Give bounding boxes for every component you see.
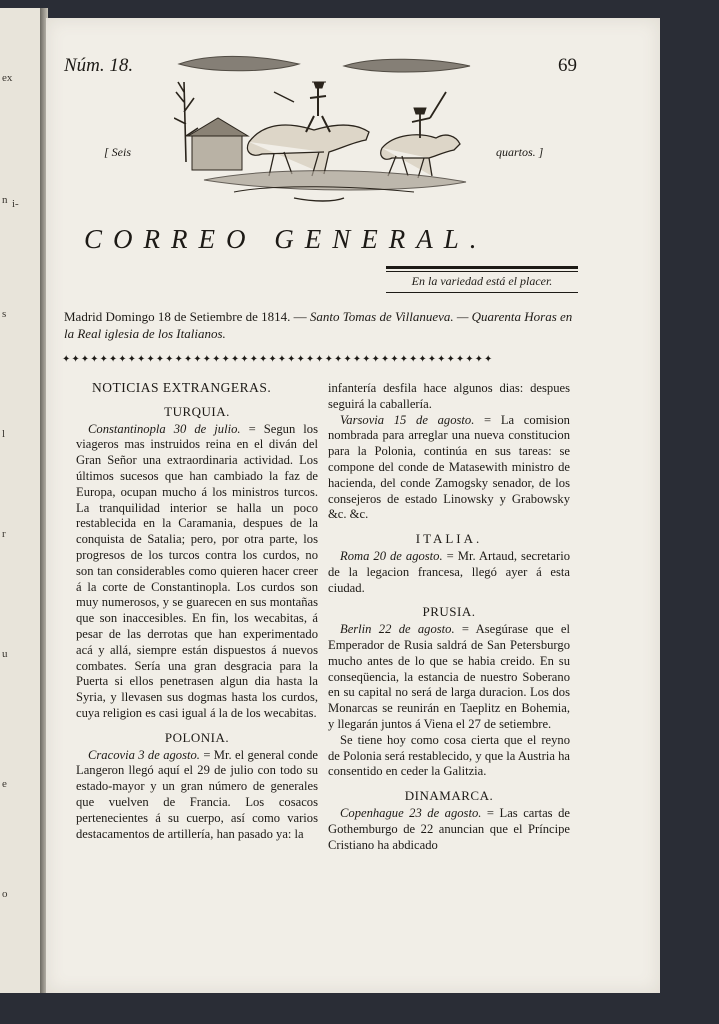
left-page-edge (0, 8, 42, 993)
article-place: Cracovia 3 de agosto. (88, 747, 200, 762)
article-place: Berlin 22 de agosto. (340, 622, 455, 637)
article-berlin (328, 622, 570, 733)
article-berlin-2: Se tiene hoy como cosa cierta que el reyno de Polonia será restablecido, y que la Austria ha consentido en ceder la Galitzia. (328, 732, 570, 779)
article-text: = Mr. el general conde Langeron llegó aquí el 29 de julio con todo su estado-mayor y un gran número de generales que vuelven de Francia. Los cosacos pertenecientes á su cuerpo, así como varios destacamentos de artillería, han pasado ya: la (76, 747, 318, 841)
section-heading-prusia: PRUSIA. (422, 604, 476, 620)
masthead-rule (386, 292, 578, 293)
issue-number: Núm. 18. (64, 55, 134, 76)
section-heading-dinamarca: DINAMARCA. (404, 788, 494, 804)
dateline-date: Madrid Domingo 18 de Setiembre de 1814. — (64, 309, 310, 324)
newspaper-page (46, 18, 660, 993)
article-varsovia (328, 413, 570, 524)
dateline (64, 308, 580, 342)
masthead-title: CORREO GENERAL. (84, 224, 488, 254)
section-heading-noticias: NOTICIAS EXTRANGERAS. (92, 380, 272, 395)
hunting-scene-engraving-icon (174, 52, 472, 202)
article-place: Copenhague 23 de agosto. (340, 805, 482, 820)
left-page-fragment: i- (12, 198, 19, 210)
left-page-fragment: n (2, 194, 8, 206)
price-right: quartos. ] (496, 145, 544, 159)
page-number: 69 (558, 55, 577, 76)
left-page-fragment: u (2, 648, 8, 660)
masthead-motto: En la variedad está el placer. (411, 274, 553, 288)
article-text: = La comision nombrada para arreglar una nueva constitucion para la Polonia, continúa en sus tareas: se compone del conde de Matasewith ministro de hacienda, del conde Zamogsky senador, de los consejeros de estado Linowsky y Grabowsky &c. &c. (328, 412, 570, 522)
left-page-fragment: ex (2, 72, 13, 84)
article-text: = Mr. Artaud, secretario de la legacion francesa, llegó ayer á esta ciudad. (328, 548, 570, 595)
price-left: [ Seis (104, 145, 131, 159)
left-page-fragment: e (2, 778, 7, 790)
left-page-fragment: l (2, 428, 6, 440)
article-text: = Asegúrase que el Emperador de Rusia saldrá de San Petersburgo mucho antes de lo que se habia creido. En su conseqüencia, la estancia de nuestro Soberano en su capital no será de larga duracion. Los dos Monarcas se reunirán en Taeplitz en Bohemia, y llegarán juntos á Viena el 27 de setiembre. (328, 622, 570, 731)
section-heading-italia: ITALIA. (415, 531, 483, 547)
article-text: = Segun los viageros mas instruidos reina en el diván del Gran Señor una extraordinaria actividad. Los últimos sucesos que han cambiado la faz de Europa, ocupan mucho á los ministros turcos. La tranquilidad interior se halla un poco restablecida en la Caramania, despues de la conquista de Satalia; pero, por otra parte, los progresos de los turcos contra los curdos, no son tan considerables como quieren hacer creer á la corte de Constantinopla. Los curdos son muy numerosos, y se guarecen en sus montañas que son inaccesibles. En fin, los wecabitas, á pesar de las derrotas que han experimentado acá y allá, siempre están dispuestos á nuevos combates. Sería una gran desgracia para la Puerta si ellos penetrasen algun dia hasta la Syria, y llevasen sus dogmas hasta los curdos, cuya religion es casi igual á la de los wecabitas. (76, 421, 319, 720)
masthead-rule (386, 266, 578, 269)
section-heading-polonia: POLONIA. (164, 729, 230, 745)
column-right (328, 381, 570, 853)
left-page-fragment: s (2, 308, 7, 320)
article-polonia-continued: infantería desfila hace algunos dias: despues seguirá la caballería. (328, 381, 570, 411)
left-page-fragment: o (2, 888, 8, 900)
article-place: Roma 20 de agosto. (340, 548, 443, 563)
article-roma (328, 549, 570, 596)
section-heading-turquia: TURQUIA. (164, 403, 230, 419)
article-place: Constantinopla 30 de julio. (88, 421, 241, 436)
article-place: Varsovia 15 de agosto. (340, 412, 475, 427)
ornamental-divider: ✦✦✦✦✦✦✦✦✦✦✦✦✦✦✦✦✦✦✦✦✦✦✦✦✦✦✦✦✦✦✦✦✦✦✦✦✦✦✦✦✦✦✦✦✦✦ (62, 354, 494, 365)
masthead-rule (386, 271, 578, 272)
article-copenhague (328, 806, 570, 853)
article-cracovia (76, 748, 318, 843)
left-page-fragment: r (2, 528, 6, 540)
column-left (76, 380, 318, 842)
article-text: = Las cartas de Gothemburgo de 22 anuncian que el Príncipe Cristiano ha abdicado (328, 805, 570, 852)
dateline-saint: Santo Tomas de Villanueva. — Quarenta Horas en la Real iglesia de los Italianos. (64, 309, 573, 341)
article-turquia (76, 422, 318, 722)
